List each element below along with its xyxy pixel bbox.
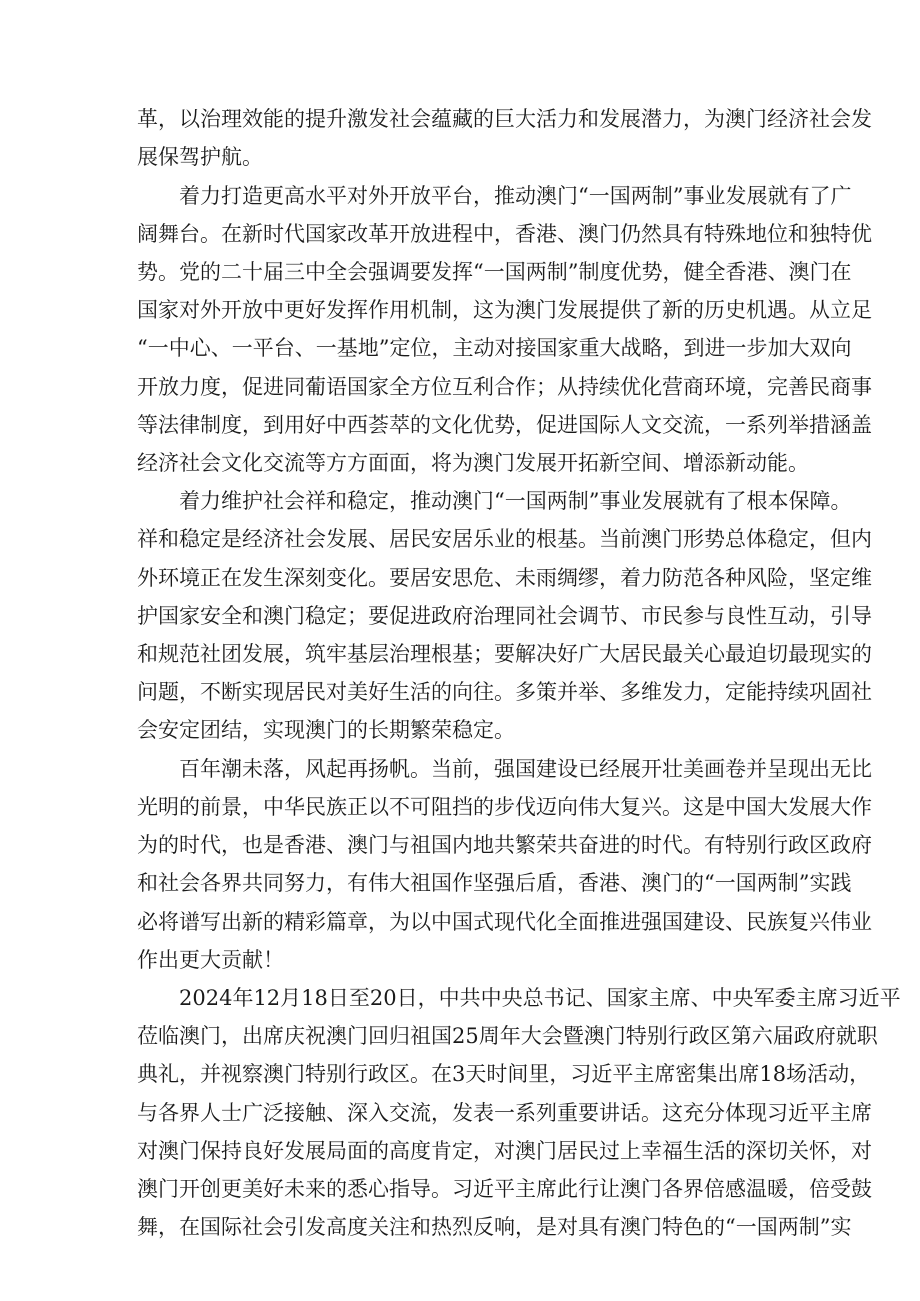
text-line: 莅临澳门，出席庆祝澳门回归祖国25周年大会暨澳门特别行政区第六届政府就职 xyxy=(137,1024,878,1048)
text-line: 和规范社团发展，筑牢基层治理根基；要解决好广大居民最关心最迫切最现实的 xyxy=(137,642,872,666)
text-line: 作出更大贡献！ xyxy=(137,948,284,972)
text-line: 等法律制度，到用好中西荟萃的文化优势，促进国际人文交流，一系列举措涵盖 xyxy=(137,413,872,437)
text-line: 对澳门保持良好发展局面的高度肯定，对澳门居民过上幸福生活的深切关怀，对 xyxy=(137,1139,872,1163)
text-line: 典礼，并视察澳门特别行政区。在3天时间里，习近平主席密集出席18场活动， xyxy=(137,1062,871,1086)
text-line: 会安定团结，实现澳门的长期繁荣稳定。 xyxy=(137,718,515,742)
text-line: 势。党的二十届三中全会强调要发挥“一国两制”制度优势，健全香港、澳门在 xyxy=(137,260,852,284)
text-line: 为的时代，也是香港、澳门与祖国内地共繁荣共奋进的时代。有特别行政区政府 xyxy=(137,833,872,857)
text-line: 澳门开创更美好未来的悉心指导。习近平主席此行让澳门各界倍感温暖，倍受鼓 xyxy=(137,1177,872,1201)
text-line: 国家对外开放中更好发挥作用机制，这为澳门发展提供了新的历史机遇。从立足 xyxy=(137,298,872,322)
text-line: 阔舞台。在新时代国家改革开放进程中，香港、澳门仍然具有特殊地位和独特优 xyxy=(137,222,872,246)
text-line: 开放力度，促进同葡语国家全方位互利合作；从持续优化营商环境，完善民商事 xyxy=(137,375,872,399)
text-line: “一中心、一平台、一基地”定位，主动对接国家重大战略，到进一步加大双向 xyxy=(137,336,852,360)
text-line: 与各界人士广泛接触、深入交流，发表一系列重要讲话。这充分体现习近平主席 xyxy=(137,1101,872,1125)
paragraph-first-line: 2024年12月18日至20日，中共中央总书记、国家主席、中央军委主席习近平 xyxy=(179,986,901,1010)
paragraph-first-line: 着力打造更高水平对外开放平台，推动澳门“一国两制”事业发展就有了广 xyxy=(179,184,852,208)
text-line: 外环境正在发生深刻变化。要居安思危、未雨绸缪，着力防范各种风险，坚定维 xyxy=(137,566,872,590)
text-line: 革，以治理效能的提升激发社会蕴藏的巨大活力和发展潜力，为澳门经济社会发 xyxy=(137,107,872,131)
text-line: 祥和稳定是经济社会发展、居民安居乐业的根基。当前澳门形势总体稳定，但内 xyxy=(137,527,872,551)
text-line: 展保驾护航。 xyxy=(137,145,263,169)
text-line: 问题，不断实现居民对美好生活的向往。多策并举、多维发力，定能持续巩固社 xyxy=(137,680,872,704)
paragraph-first-line: 着力维护社会祥和稳定，推动澳门“一国两制”事业发展就有了根本保障。 xyxy=(179,489,852,513)
text-line: 和社会各界共同努力，有伟大祖国作坚强后盾，香港、澳门的“一国两制”实践 xyxy=(137,871,852,895)
text-line: 必将谱写出新的精彩篇章，为以中国式现代化全面推进强国建设、民族复兴伟业 xyxy=(137,910,872,934)
text-line: 经济社会文化交流等方方面面，将为澳门发展开拓新空间、增添新动能。 xyxy=(137,451,809,475)
text-line: 光明的前景，中华民族正以不可阻挡的步伐迈向伟大复兴。这是中国大发展大作 xyxy=(137,795,872,819)
text-line: 护国家安全和澳门稳定；要促进政府治理同社会调节、市民参与良性互动，引导 xyxy=(137,604,872,628)
text-line: 舞，在国际社会引发高度关注和热烈反响，是对具有澳门特色的“一国两制”实 xyxy=(137,1215,852,1239)
paragraph-first-line: 百年潮未落，风起再扬帆。当前，强国建设已经展开壮美画卷并呈现出无比 xyxy=(179,757,872,781)
